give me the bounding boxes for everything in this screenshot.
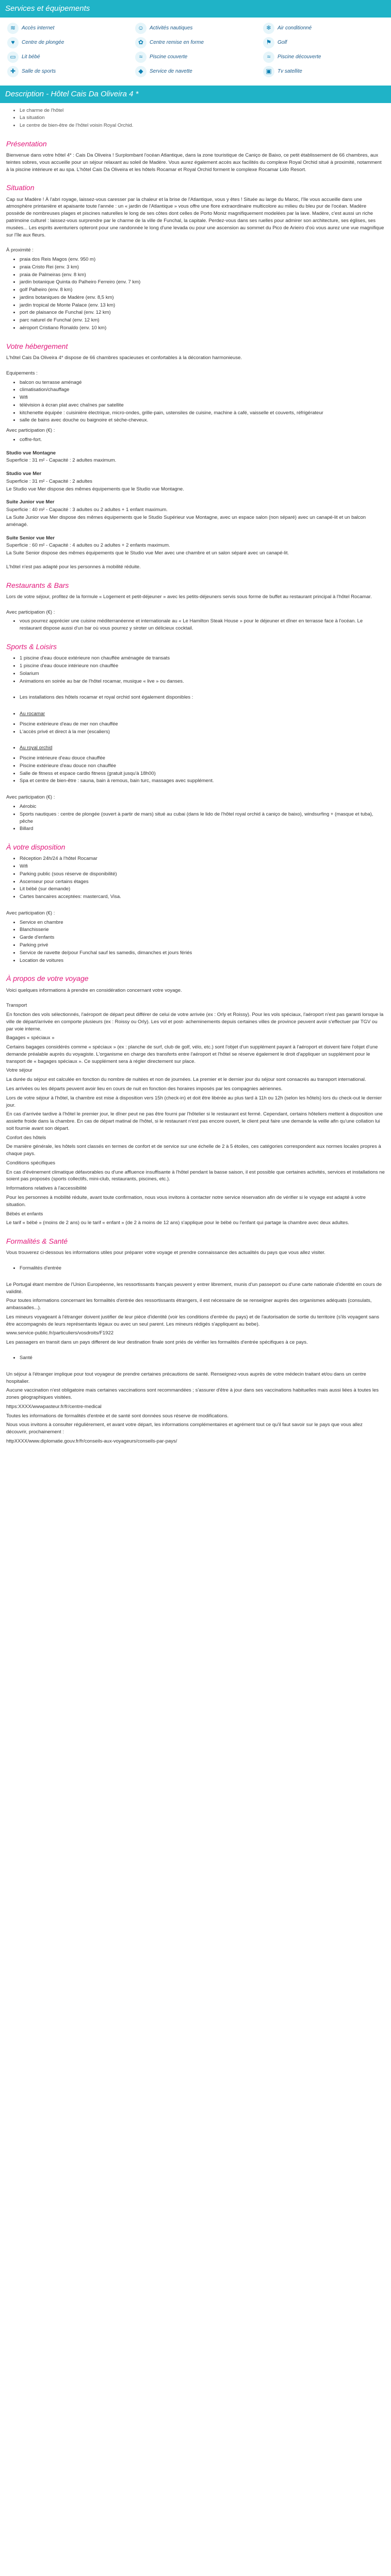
list-item: • Aérobic [20, 803, 385, 810]
list-item: • Ascenseur pour certains étages [20, 878, 385, 886]
paragraph: www.service-public.fr/particuliers/vosdroits/F1922 [6, 1330, 114, 1336]
accommodation-equip-list [6, 379, 385, 425]
equipment-item [263, 23, 386, 34]
paragraph: https:XXXX/wwwpasteur.fr/fr/centre-medical [6, 1403, 102, 1410]
equipment-item [7, 52, 130, 63]
room-line2: La Suite Junior vue Mer dispose des mêmes équipements que le Studio Supérieur vue Montagne, avec un espace salon (non séparé) avec un canapé-lit et un balcon aménagé. [6, 515, 366, 528]
list-item: • port de plaisance de Funchal (env. 12 km) [20, 309, 385, 316]
equipment-label: Service de navette [150, 68, 192, 74]
sports-title: Sports & Loisirs [6, 642, 57, 651]
bed-icon: ▭ [7, 52, 19, 63]
proximity-list [6, 256, 385, 332]
list-item: • Wifi [20, 863, 385, 870]
list-item: • climatisation/chauffage [20, 386, 385, 394]
room-name: Suite Senior vue Mer [6, 535, 55, 541]
room-name: Studio vue Montagne [6, 450, 56, 456]
paragraph: Un séjour à l'étranger implique pour tout voyageur de prendre certaines précautions de santé. Renseignez-vous auprès de votre médecin traitant et/ou dans un centre hospitalier. [6, 1371, 366, 1384]
equipment-label: Golf [278, 39, 287, 45]
rocamar-list [6, 710, 385, 718]
sports-paid-label: Avec participation (€) : [6, 794, 55, 801]
list-item: • Piscine extérieure d'eau de mer non chauffée [20, 721, 385, 728]
list-item: • Animations en soirée au bar de l'hôtel rocamar, musique « live » ou danses. [20, 678, 385, 685]
list-item: • Service de navette de/pour Funchal sauf les samedis, dimanches et jours fériés [20, 950, 385, 957]
journey-title: À propos de votre voyage [6, 974, 89, 983]
room-block [6, 450, 385, 465]
room-line1: Superficie : 31 m² - Capacité : 2 adultes maximum. [6, 457, 117, 464]
rocamar-items [6, 721, 385, 736]
paragraph: Votre séjour [6, 1067, 32, 1074]
golf-icon: ⚑ [263, 37, 274, 48]
journey-paragraphs [6, 1002, 385, 1227]
paragraph: Le Portugal étant membre de l'Union Européenne, les ressortissants français peuvent y entrer librement, munis d'un passeport ou d'une carte nationale d'identité en cours de validité. [6, 1281, 382, 1295]
room-line2: La Suite Senior dispose des mêmes équipements que le Studio vue Mer avec une chambre et un salon séparé avec un canapé-lit. [6, 550, 289, 556]
list-item: • praia de Palmeiras (env. 8 km) [20, 272, 385, 279]
service-paid-label: Avec participation (€) : [6, 910, 55, 916]
tv-icon: ▣ [263, 66, 274, 77]
accommodation-intro: L'hôtel Cais Da Oliveira 4* dispose de 66 chambres spacieuses et confortables à la décoration harmonieuse. [6, 355, 242, 361]
list-item: • praia dos Reis Magos (env. 950 m) [20, 256, 385, 263]
equipment-item [263, 52, 386, 63]
paragraph: Nous vous invitons à consulter régulièrement, et avant votre départ, les informations complémentaires et agrément tout ce qu'il faut savoir sur le pays que vous allez découvrir, prochainement : [6, 1422, 363, 1435]
list-item: • 1 piscine d'eau douce extérieure non chauffée aménagée de transats [20, 655, 385, 662]
equipment-label: Tv satellite [278, 68, 302, 74]
formalities-item2: • Santé [20, 1354, 385, 1362]
pool-icon: ≈ [135, 52, 146, 63]
fitness-icon: ♥ [7, 37, 19, 48]
equipment-label: Salle de sports [22, 68, 56, 74]
equipment-label: Accès internet [22, 25, 55, 31]
room-block [6, 499, 385, 528]
description-content [0, 107, 391, 1458]
equipment-item [7, 66, 130, 77]
family-icon: ☺ [135, 23, 146, 34]
list-item: • Blanchisserie [20, 926, 385, 934]
equipment-grid [0, 18, 391, 83]
formalities-item2-list [6, 1354, 385, 1362]
sports-shared-text: • Les installations des hôtels rocamar et royal orchid sont également disponibles : [20, 694, 385, 701]
equipment-label: Air conditionné [278, 25, 312, 31]
paragraph: httpXXXX/www.diplomatie.gouv.fr/fr/conseils-aux-voyageurs/conseils-par-pays/ [6, 1438, 177, 1444]
sports-list [6, 655, 385, 685]
list-item: • Parking public (sous réserve de disponibilité) [20, 871, 385, 878]
paragraph: Lors de votre séjour à l'hôtel, la chambre est mise à disposition vers 15h (check-in) et doit être libérée au plus tard à 11h ou 12h (selon les hôtels) lors du check-out le dernier jour. [6, 1095, 382, 1108]
room-name: Suite Junior vue Mer [6, 499, 55, 505]
paragraph: Aucune vaccination n'est obligatoire mais certaines vaccinations sont recommandées ; s'assurer d'être à jour dans ses vaccinations habituelles mais aussi liées à toutes les zones géographiques visitées. [6, 1387, 379, 1401]
list-item: • parc naturel de Funchal (env. 12 km) [20, 317, 385, 324]
room-list [6, 450, 385, 557]
equipment-item [7, 37, 130, 48]
list-item: • 1 piscine d'eau douce intérieure non chauffée [20, 663, 385, 670]
orchid-items [6, 755, 385, 785]
rocamar-label: • Au rocamar [20, 710, 385, 718]
paragraph: Transport [6, 1003, 27, 1009]
restaurants-paid-label: Avec participation (€) : [6, 609, 55, 615]
list-item: • Salle de fitness et espace cardio fitness (gratuit jusqu'à 18h00) [20, 770, 385, 777]
paragraph: Certains bagages considérés comme « spéciaux » (ex : planche de surf, club de golf, vélo, etc.) sont l'objet d'un supplément payant à l'aéroport et doivent faire l'objet d'une demande préalable auprès du voyagiste. L'organisme en charge des transferts entre l'aéroport et l'hôtel se réserve également le droit d'appliquer un supplément pour le transport de « bagages spéciaux ». Ce supplément sera à régler directement sur place. [6, 1044, 378, 1064]
accommodation-equip-label: Equipements : [6, 370, 38, 376]
paragraph: Bagages « spéciaux » [6, 1035, 55, 1041]
list-item: • L'accès privé et direct à la mer (escaliers) [20, 728, 385, 736]
paragraph: Confort des hôtels [6, 1134, 46, 1141]
equipment-item [135, 37, 258, 48]
restaurants-title: Restaurants & Bars [6, 581, 69, 589]
restaurants-text: Lors de votre séjour, profitez de la formule « Logement et petit-déjeuner » avec les petits-déjeuners servis sous forme de buffet au restaurant principal à l'hôtel Rocamar. [6, 594, 372, 600]
toc-item: • Le charme de l'hôtel [20, 107, 385, 114]
dumbbell-icon: ✚ [7, 66, 19, 77]
equipment-item [263, 66, 386, 77]
list-item: • jardin tropical de Monte Palace (env. 13 km) [20, 302, 385, 309]
list-item: • balcon ou terrasse aménagé [20, 379, 385, 386]
paragraph: En fonction des vols sélectionnés, l'aéroport de départ peut différer de celui de votre arrivée (ex : Orly et Roissy). Pour les vols spéciaux, l'aéroport n'est pas garanti lorsque la ville de départ/arrivée en comporte plusieurs (ex : Roissy ou Orly). Les vol et post- acheminements depuis certaines villes de province peuvent avoir s'effectuer par TGV ou par voie interne. [6, 1012, 384, 1032]
toc-item: • Le centre de bien-être de l'hôtel voisin Royal Orchid. [20, 122, 385, 129]
presentation-text: Bienvenue dans votre hôtel 4* : Cais Da Oliveira ! Surplombant l'océan Atlantique, dans la zone touristique de Caniço de Baixo, ce petit établissement de 66 chambres, aux teintes sobres, vous accueille pour un séjour relaxant au soleil de Madère. Vous aurez également accès aux facilités du complexe Royal Orchid situé à proximité, notamment à la piscine intérieure et au spa. L'hôtel Cais Da Oliveira et les hôtels Rocamar et Royal Orchid forment le complexe Rocamar Lido Resort. [6, 152, 382, 173]
list-item: • Spa et centre de bien-être : sauna, bain à remous, bain turc, massages avec supplément. [20, 777, 385, 785]
orchid-label: • Au royal orchid [20, 744, 385, 752]
equipment-label: Centre remise en forme [150, 39, 204, 45]
list-item: • jardins botaniques de Madère (env. 8,5 km) [20, 294, 385, 301]
list-item: • kitchenette équipée : cuisinière électrique, micro-ondes, grille-pain, ustensiles de cuisine, machine à café, vaisselle et couverts, réfrigérateur [20, 410, 385, 417]
equipment-label: Piscine découverte [278, 54, 321, 60]
list-item: • télévision à écran plat avec chaînes par satellite [20, 402, 385, 409]
equipment-item [263, 37, 386, 48]
room-line1: Superficie : 31 m² - Capacité : 2 adultes [6, 478, 92, 484]
list-item: • Service en chambre [20, 919, 385, 926]
presentation-title: Présentation [6, 139, 47, 148]
accommodation-title: Votre hébergement [6, 342, 68, 350]
description-header: Description - Hôtel Cais Da Oliveira 4 * [0, 86, 391, 103]
list-item: • Lit bébé (sur demande) [20, 886, 385, 893]
equipment-item [135, 23, 258, 34]
list-item: • Billard [20, 825, 385, 833]
list-item: • Parking privé [20, 942, 385, 949]
sports-paid-list [6, 803, 385, 833]
snowflake-icon: ❄ [263, 23, 274, 34]
toc-list [6, 107, 385, 129]
paragraph: Bébés et enfants [6, 1211, 43, 1217]
proximity-label: À proximité : [6, 247, 34, 253]
wifi-icon: ≋ [7, 23, 19, 34]
list-item: • jardin botanique Quinta do Palheiro Ferreiro (env. 7 km) [20, 279, 385, 286]
list-item: • praia Cristo Rei (env. 3 km) [20, 264, 385, 271]
equipment-label: Lit bébé [22, 54, 40, 60]
shuttle-icon: ◆ [135, 66, 146, 77]
list-item: • golf Palheiro (env. 8 km) [20, 286, 385, 294]
paragraph: En cas d'évènement climatique défavorables ou d'une affluence insuffisante à l'hôtel pendant la basse saison, il est possible que certaines activités, services et installations ne soient pas proposés (sports collectifs, mini-club, restaurants, piscines, etc.). [6, 1169, 385, 1182]
paragraph: Pour les personnes à mobilité réduite, avant toute confirmation, nous vous invitons à contacter notre service réservation afin de vérifier si le voyage est adapté à votre situation. [6, 1194, 366, 1208]
formalities-intro: Vous trouverez ci-dessous les informations utiles pour préparer votre voyage et prendre connaissance des actualités du pays que vous allez visiter. [6, 1250, 325, 1256]
list-item: • vous pourrez apprécier une cuisine méditerranéenne et internationale au « Le Hamilton Steak House » pour le déjeuner et dîner en terrasse face à l'océan. Le restaurant dispose aussi d'un bar où vous pourrez y siroter un délicieux cocktail. [20, 618, 385, 632]
paragraph: Toutes les informations de formalités d'entrée et de santé sont données sous réserve de modifications. [6, 1413, 229, 1419]
equipment-item [135, 52, 258, 63]
list-item: • Solarium [20, 670, 385, 677]
list-item: • Sports nautiques : centre de plongée (ouvert à partir de mars) situé au cubai (dans le lido de l'hôtel royal orchid à caniço de baixo), windsurfing + (masque et tuba), pêche [20, 811, 385, 825]
equipment-label: Piscine couverte [150, 54, 188, 60]
paragraph: Pour toutes informations concernant les formalités d'entrée des ressortissants étrangers, il est nécessaire de se renseigner auprès des organismes adéquats (consulats, ambassades...). [6, 1298, 372, 1311]
list-item: • aéroport Cristiano Ronaldo (env. 10 km) [20, 325, 385, 332]
list-item: • Garde d'enfants [20, 934, 385, 941]
room-line1: Superficie : 40 m² - Capacité : 3 adultes ou 2 adultes + 1 enfant maximum. [6, 507, 168, 513]
paragraph: Les arrivées ou les départs peuvent avoir lieu en cours de nuit en fonction des horaires imposés par les compagnies aériennes. [6, 1086, 283, 1092]
paragraph: Les mineurs voyageant à l'étranger doivent justifier de leur pièce d'identité (voir les conditions d'entrée du pays) et de l'autorisation de sortie du territoire (s'ils voyagent sans être accompagnés de leurs représentants légaux ou avec un seul parent. Les mineurs rédigés s'appliquent au bebe). [6, 1314, 380, 1327]
equipment-item [7, 23, 130, 34]
formalities-title: Formalités & Santé [6, 1237, 68, 1246]
list-item: • salle de bains avec douche ou baignoire et sèche-cheveux. [20, 417, 385, 424]
paragraph: Conditions spécifiques [6, 1160, 56, 1166]
list-item: • Cartes bancaires acceptées: mastercard, Visa. [20, 893, 385, 901]
room-line2: Le Studio vue Mer dispose des mêmes équipements que le Studio vue Montagne. [6, 486, 184, 492]
orchid-list [6, 744, 385, 752]
paragraph: Les passagers en transit dans un pays different de leur destination finale sont priés de vérifier les formalités d'entrée spécifiques à ce pays. [6, 1340, 308, 1346]
service-title: À votre disposition [6, 843, 66, 852]
room-block [6, 535, 385, 557]
situation-text: Cap sur Madère ! À l'abri royage, laissez-vous caresser par la chaleur et la brise de l'Atlantique, vous y êtes ! Située au large du Maroc, l'île vous accueille dans une atmosphère printanière et apaisante toute l'année : un « jardin de l'Atlantique » vous offre une flore extraordinaire multicolore au milieu du bleu pur de l'océan. Madère possède de nombreuses plages et piscines naturelles le long de ses côtes dont celles de Porto Moniz magnifiquement modelées par la lave. Madère, c'est aussi un riche patrimoine culturel : laissez-vous surprendre par le charme de la ville de Funchal, la capitale. Perdez-vous dans ses ruelles pour admirer son architecture, ses églises, ses musées... Les esprits aventuriers opteront pour une randonnée le long d'une levada ou pour une ascension au sommet du Pico de Arieiro d'où vous aurez une vue magnifique sur l'île aux fleurs. [6, 196, 384, 238]
formalities-item1: • Formalités d'entrée [20, 1265, 385, 1272]
situation-title: Situation [6, 183, 35, 192]
list-item: • Réception 24h/24 à l'hôtel Rocamar [20, 855, 385, 862]
room-block [6, 470, 385, 493]
accommodation-paid-label: Avec participation (€) : [6, 428, 55, 434]
room-name: Studio vue Mer [6, 471, 42, 477]
list-item: • Location de voitures [20, 957, 385, 964]
health-paragraphs [6, 1371, 385, 1445]
sports-shared-intro [6, 694, 385, 701]
list-item: • Wifi [20, 394, 385, 401]
equipment-label: Centre de plongée [22, 39, 64, 45]
paragraph: De manière générale, les hôtels sont classés en termes de confort et de service sur une échelle de 2 à 5 étoiles, ces catégories correspondent aux normes locales propres à chaque pays. [6, 1144, 381, 1157]
pool-heated-icon: ≈ [263, 52, 274, 63]
equipment-item [135, 66, 258, 77]
list-item: • coffre-fort. [20, 436, 385, 444]
paragraph: En cas d'arrivée tardive à l'hôtel le premier jour, le dîner peut ne pas être fourni par l'hôtelier si le restaurant est fermé. Cependant, certains hôteliers mettent à disposition une assiette froide dans la chambre. En cas de départ matinal de l'hôtel, si le restaurant n'est pas encore ouvert, le client peut faire une demande la veille afin qu'une collation lui soit fournie avant son départ. [6, 1111, 383, 1131]
service-list [6, 855, 385, 901]
service-paid-list [6, 919, 385, 964]
formalities-paragraphs [6, 1281, 385, 1346]
list-item: • Piscine extérieure d'eau douce non chauffée [20, 762, 385, 770]
paragraph: Le tarif « bébé » (moins de 2 ans) ou le tarif « enfant » (de 2 à moins de 12 ans) s'applique pour le bébé ou l'enfant qui partage la chambre avec deux adultes. [6, 1220, 349, 1226]
toc-item: • La situation [20, 114, 385, 122]
list-item: • Piscine intérieure d'eau douce chauffée [20, 755, 385, 762]
accommodation-paid-list [6, 436, 385, 444]
services-header: Services et équipements [0, 0, 391, 18]
formalities-item1-list [6, 1265, 385, 1272]
paragraph: La durée du séjour est calculée en fonction du nombre de nuitées et non de journées. La premier et le dernier jour du séjour sont consacrés au transport international. [6, 1077, 366, 1083]
paragraph: Informations relatives à l'accessibilité [6, 1185, 87, 1192]
equipment-label: Activités nautiques [150, 25, 193, 31]
accessibility-note: L'hôtel n'est pas adapté pour les personnes à mobilité réduite. [6, 564, 141, 570]
restaurants-paid-list [6, 618, 385, 632]
room-line1: Superficie : 60 m² - Capacité : 4 adultes ou 2 adultes + 2 enfants maximum. [6, 543, 170, 549]
journey-intro: Voici quelques informations à prendre en considération concernant votre voyage. [6, 987, 182, 993]
spa-icon: ✿ [135, 37, 146, 48]
